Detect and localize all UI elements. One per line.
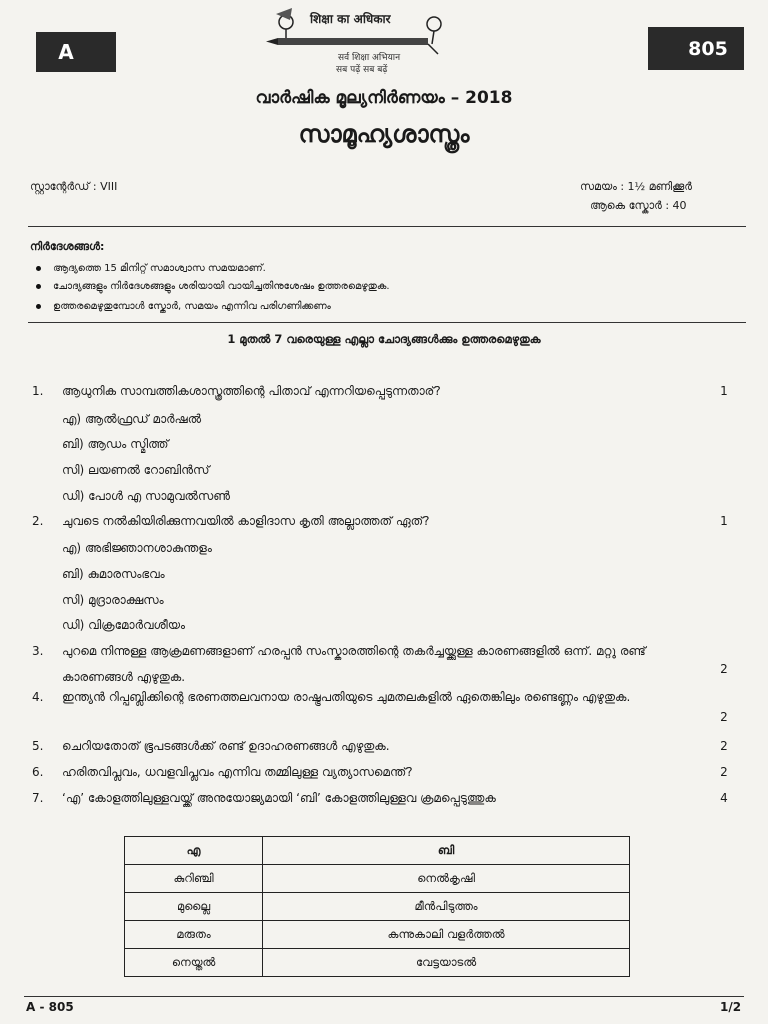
instruction-item	[36, 263, 266, 274]
footer-divider	[24, 996, 744, 997]
sarva-shiksha-logo	[262, 4, 452, 84]
question-text: ഹരിതവിപ്ലവം, ധവളവിപ്ലവം എന്നിവ തമ്മിലുള്ള വ്യത്യാസമെന്ത്?	[62, 765, 413, 779]
question-text: ‘എ’ കോളത്തിലുള്ളവയ്ക്ക് അനുയോജ്യമായി ‘ബി’ കോളത്തിലുള്ളവ ക്രമപ്പെടുത്തുക	[62, 791, 496, 805]
header-divider	[28, 226, 746, 227]
table-row	[125, 921, 630, 949]
question-text: ഇന്ത്യൻ റിപ്പബ്ലിക്കിന്റെ ഭരണത്തലവനായ രാഷ്ട്രപതിയുടെ ചുമതലകളിൽ ഏതെങ്കിലും രണ്ടെണ്ണം എഴുതുക.	[62, 690, 631, 704]
question-mark: 1	[720, 514, 728, 528]
table-cell-b: നെൽകൃഷി	[263, 865, 630, 893]
question-number: 2.	[32, 514, 44, 528]
footer-page-number: 1/2	[720, 1000, 742, 1014]
instruction-item	[36, 281, 390, 292]
table-cell-a: കുറിഞ്ചി	[125, 865, 263, 893]
option-a: എ) അഭിജ്ഞാനശാകുന്തളം	[62, 541, 212, 555]
bullet-icon	[36, 266, 41, 271]
bullet-icon	[36, 284, 41, 289]
table-cell-b: മീൻപിടുത്തം	[263, 893, 630, 921]
column-a-header: എ	[125, 837, 263, 865]
footer-paper-code: A - 805	[26, 1000, 74, 1014]
logo-subtitle-2: सब पढ़ें सब बढ़ें	[336, 65, 388, 75]
table-cell-a: മരുതം	[125, 921, 263, 949]
option-d: ഡി) വിക്രമോർവശീയം	[62, 618, 186, 632]
question-text: ചെറിയതോത് ഭൂപടങ്ങൾക്ക് രണ്ട് ഉദാഹരണങ്ങൾ എഴുതുക.	[62, 739, 390, 753]
section-heading: 1 മുതൽ 7 വരെയുള്ള എല്ലാ ചോദ്യങ്ങൾക്കും ഉത്തരമെഴുതുക	[227, 332, 541, 346]
table-cell-a: മുല്ലൈ	[125, 893, 263, 921]
table-row	[125, 893, 630, 921]
question-mark: 1	[720, 384, 728, 398]
paper-set-badge: A	[36, 32, 116, 72]
table-cell-a: നെയ്തൽ	[125, 949, 263, 977]
table-header-row	[125, 837, 630, 865]
table-row	[125, 865, 630, 893]
match-table	[124, 836, 630, 977]
question-text: ചുവടെ നൽകിയിരിക്കുന്നവയിൽ കാളിദാസ കൃതി അല്ലാത്തത് ഏത്?	[62, 514, 430, 528]
standard-label: സ്റ്റാന്റേർഡ് : VIII	[30, 180, 118, 193]
question-text: ആധുനിക സാമ്പത്തികശാസ്ത്രത്തിന്റെ പിതാവ് എന്നറിയപ്പെടുന്നതാര്?	[62, 384, 441, 398]
question-number: 1.	[32, 384, 44, 398]
option-b: ബി) കുമാരസംഭവം	[62, 567, 165, 581]
question-number: 6.	[32, 765, 44, 779]
question-1	[32, 384, 732, 408]
table-cell-b: വേട്ടയാടൽ	[263, 949, 630, 977]
instructions-heading: നിർദേശങ്ങൾ:	[30, 240, 105, 253]
option-d: ഡി) പോൾ എ സാമുവൽസൺ	[62, 489, 231, 503]
option-b: ബി) ആഡം സ്മിത്ത്	[62, 437, 169, 451]
instruction-item	[36, 301, 331, 312]
question-mark: 4	[720, 791, 728, 805]
instruction-text: ഉത്തരമെഴുതുമ്പോൾ സ്കോർ, സമയം എന്നിവ പരിഗണിക്കണം	[53, 301, 331, 312]
subject-title: സാമൂഹ്യശാസ്ത്രം	[298, 120, 470, 148]
question-number: 7.	[32, 791, 44, 805]
question-text: പുറമെ നിന്നുള്ള ആക്രമണങ്ങളാണ് ഹരപ്പൻ സംസ്കാരത്തിന്റെ തകർച്ചയ്ക്കുള്ള കാരണങ്ങളിൽ ഒന്ന്. മറ്റു രണ്ട് കാരണങ്ങൾ എഴുതുക.	[62, 644, 646, 684]
instruction-text: ചോദ്യങ്ങളും നിർദേശങ്ങളും ശരിയായി വായിച്ചതിനുശേഷം ഉത്തരമെഴുതുക.	[53, 281, 390, 292]
time-label: സമയം : 1½ മണിക്കൂർ	[580, 180, 693, 193]
question-number: 3.	[32, 644, 44, 658]
option-c: സി) ലയണൽ റോബിൻസ്	[62, 463, 210, 477]
table-cell-b: കന്നുകാലി വളർത്തൽ	[263, 921, 630, 949]
instructions-divider	[28, 322, 746, 323]
logo-title: शिक्षा का अधिकार	[310, 12, 391, 26]
logo-subtitle-1: सर्व शिक्षा अभियान	[338, 53, 401, 63]
option-c: സി) മുദ്രാരാക്ഷസം	[62, 593, 164, 607]
instruction-text: ആദ്യത്തെ 15 മിനിറ്റ് സമാശ്വാസ സമയമാണ്.	[53, 263, 266, 274]
paper-code-badge: 805	[648, 27, 744, 70]
question-number: 4.	[32, 690, 44, 704]
question-mark: 2	[720, 765, 728, 779]
table-row	[125, 949, 630, 977]
question-2	[32, 514, 732, 538]
option-a: എ) ആൽഫ്രഡ് മാർഷൽ	[62, 412, 202, 426]
question-mark: 2	[720, 662, 728, 676]
bullet-icon	[36, 304, 41, 309]
exam-title: വാർഷിക മൂല്യനിർണയം – 2018	[255, 88, 513, 108]
question-7	[32, 791, 732, 815]
total-score-label: ആകെ സ്കോർ : 40	[590, 199, 687, 212]
question-number: 5.	[32, 739, 44, 753]
question-mark: 2	[720, 739, 728, 753]
question-mark: 2	[720, 710, 728, 724]
column-b-header: ബി	[263, 837, 630, 865]
